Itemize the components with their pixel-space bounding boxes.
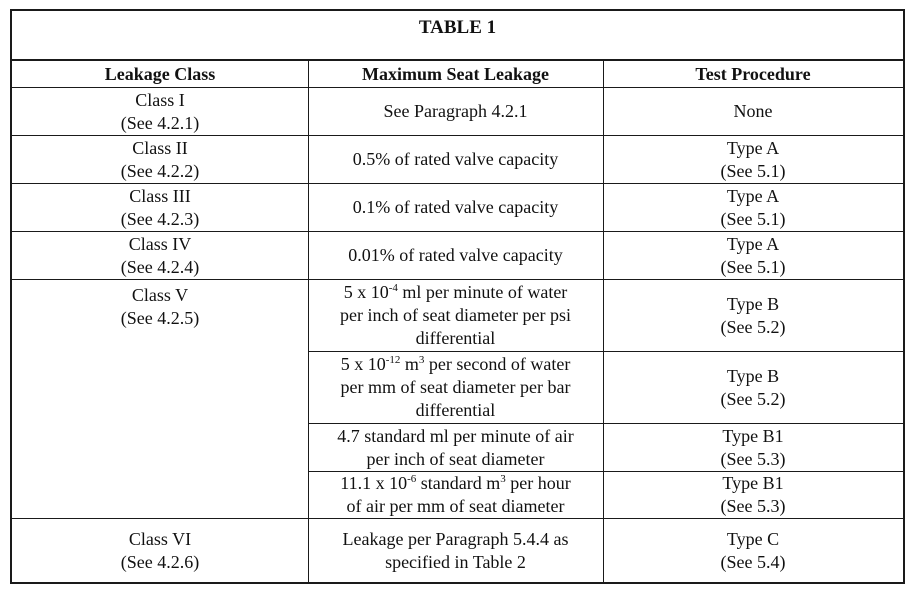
row5c-test: Type B1 (See 5.3) [720, 425, 786, 469]
row1-leakage: See Paragraph 4.2.1 [383, 101, 528, 121]
table-frame [10, 9, 905, 584]
row6-class: Class VI (See 4.2.6) [120, 528, 200, 572]
row5a-test: Type B (See 5.2) [720, 293, 786, 337]
row5a-leakage: 5 x $10^{-4}$ ml per minute of water per inch of seat diameter per psi differential [340, 282, 571, 348]
header-max-seat-leakage: Maximum Seat Leakage [362, 63, 549, 84]
row4-test: Type A (See 5.1) [720, 233, 786, 277]
table-title-row [12, 11, 903, 61]
row1-class: Class I (See 4.2.1) [120, 89, 200, 133]
row1-test: None [733, 101, 773, 121]
row2-leakage: 0.5% of rated valve capacity [352, 149, 559, 169]
table-title: TABLE 1 [418, 17, 497, 38]
header-test-procedure: Test Procedure [695, 63, 811, 84]
header-leakage-class: Leakage Class [104, 63, 216, 84]
row6-test: Type C (See 5.4) [720, 528, 786, 572]
row3-test: Type A (See 5.1) [720, 185, 786, 229]
row5-class: Class V (See 4.2.5) [120, 285, 200, 328]
row5c-leakage: 4.7 standard ml per minute of air per inch of seat diameter [337, 425, 574, 469]
row3-leakage: 0.1% of rated valve capacity [352, 197, 559, 217]
row4-leakage: 0.01% of rated valve capacity [348, 245, 563, 265]
row2-class: Class II (See 4.2.2) [120, 137, 200, 181]
row5b-leakage: 5 x $10^{-12}$ $m^3$ per second of water per mm of seat diameter per bar differential [340, 354, 571, 420]
row6-leakage: Leakage per Paragraph 5.4.4 as specified in Table 2 [342, 528, 569, 572]
row5b-test: Type B (See 5.2) [720, 365, 786, 409]
row5d-test: Type B1 (See 5.3) [720, 473, 786, 516]
row4-class: Class IV (See 4.2.4) [120, 233, 200, 277]
row2-test: Type A (See 5.1) [720, 137, 786, 181]
row3-class: Class III (See 4.2.3) [120, 185, 200, 229]
row5d-leakage: 11.1 x $10^{-6}$ standard $m^3$ per hour of air per mm of seat diameter [340, 473, 571, 516]
